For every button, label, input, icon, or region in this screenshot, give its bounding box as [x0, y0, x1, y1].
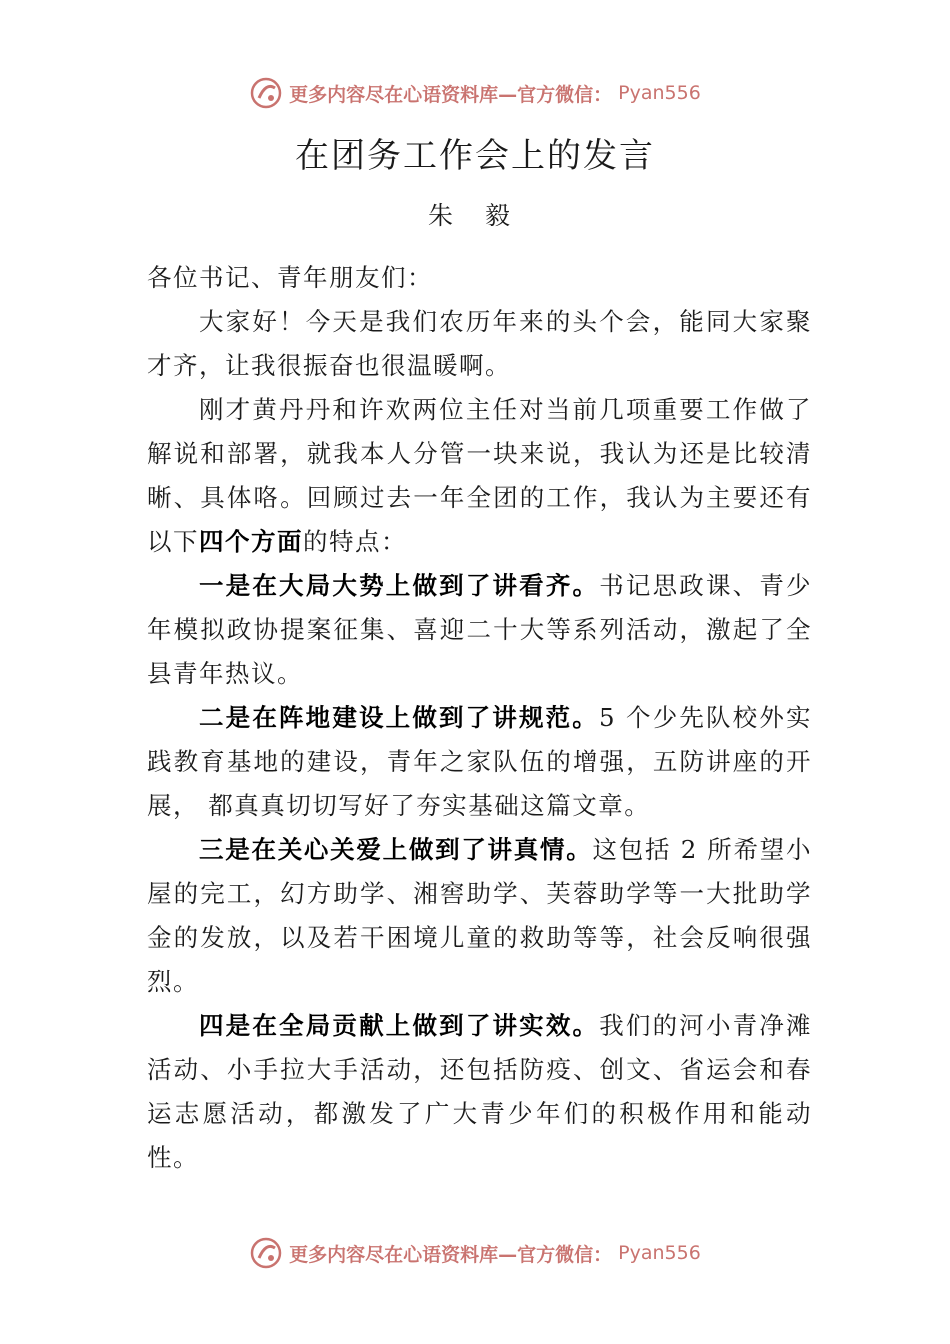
watermark-text: 更多内容尽在心语资料库—官方微信：: [289, 83, 613, 106]
salutation: 各位书记、青年朋友们：: [147, 263, 433, 292]
paragraph-text: 大家好！今天是我们农历年来的头个会，能同大家聚才齐，让我很振奋也很温暖啊。: [147, 307, 812, 380]
point-heading: 四是在全局贡献上做到了讲实效。: [199, 1011, 600, 1040]
point-heading: 一是在大局大势上做到了讲看齐。: [199, 571, 600, 600]
library-logo-icon: [249, 76, 283, 110]
watermark-wechat-id: Pyan556: [618, 1242, 701, 1264]
point-heading: 二是在阵地建设上做到了讲规范。: [199, 703, 599, 732]
paragraph-bold-phrase: 四个方面: [199, 527, 303, 556]
library-logo-icon: [249, 1236, 283, 1270]
paragraph-point-one: [147, 564, 812, 696]
paragraph-text: 我们的河小青净滩活动、小手拉大手活动，还包括防疫、创文、省运会和春运志愿活动，都激发了广大青少年们的积极作用和能动性。: [147, 1011, 813, 1172]
paragraph-point-three: [147, 828, 812, 1004]
paragraph-greeting: [147, 300, 812, 388]
paragraph-review: [147, 388, 812, 564]
point-heading: 三是在关心关爱上做到了讲真情。: [199, 835, 593, 864]
watermark-footer: [0, 1236, 950, 1270]
paragraph-text: 这包括 2 所希望小屋的完工，幻方助学、湘窖助学、芙蓉助学等一大批助学金的发放，以及若干困境儿童的救助等等，社会反响很强烈。: [147, 835, 813, 996]
paragraph-text-tail: 的特点：: [303, 527, 407, 556]
paragraph-text: 5 个少先队校外实践教育基地的建设，青年之家队伍的增强，五防讲座的开展， 都真真切切写好了夯实基础这篇文章。: [147, 703, 813, 820]
watermark-text: 更多内容尽在心语资料库—官方微信：: [289, 1243, 613, 1266]
document-author: 朱 毅: [428, 201, 522, 230]
paragraph-point-two: [147, 696, 812, 828]
paragraph-text: 书记思政课、青少年模拟政协提案征集、喜迎二十大等系列活动，激起了全县青年热议。: [147, 571, 813, 688]
watermark-wechat-id: Pyan556: [618, 82, 701, 104]
watermark-header: [0, 76, 950, 110]
document-body: [147, 256, 812, 1180]
paragraph-point-four: [147, 1004, 812, 1180]
paragraph-text: 刚才黄丹丹和许欢两位主任对当前几项重要工作做了解说和部署，就我本人分管一块来说，我认为还是比较清晰、具体咯。回顾过去一年全团的工作，我认为主要还有以下: [147, 395, 812, 556]
document-title: 在团务工作会上的发言: [295, 136, 655, 176]
